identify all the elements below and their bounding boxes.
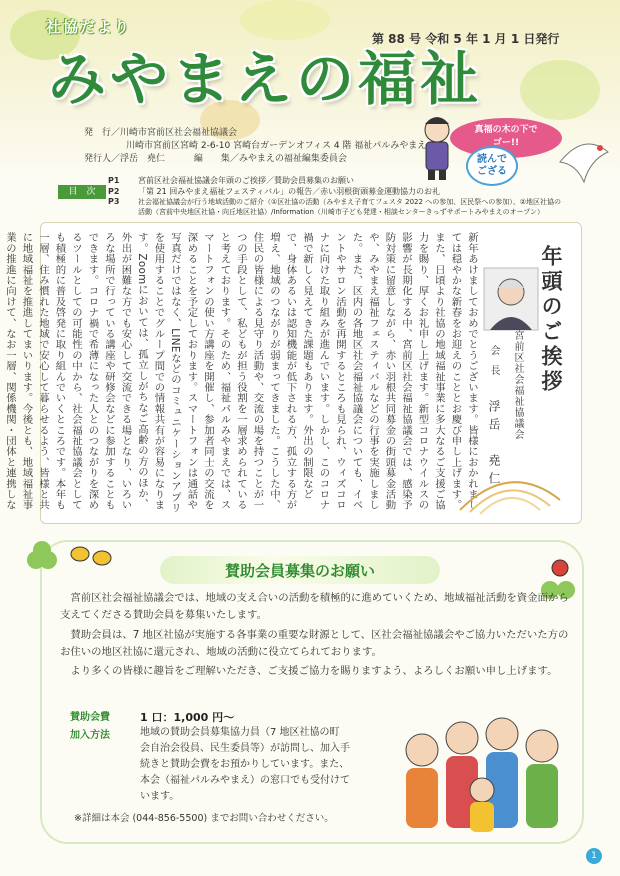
chairman-portrait [484, 268, 538, 330]
how-to-join-line: 地域の賛助会員募集協力員（7 地区社協の町 [140, 727, 340, 738]
newsletter-title: みやまえの福祉 [48, 45, 483, 113]
fee-amount: 1 口：1,000 円～ [140, 711, 235, 724]
bees-clover-icon [18, 536, 128, 576]
how-to-join-line: 続きと賛助会費をお預かりしています。また、 [140, 759, 350, 770]
speech-bubble-pink: 真福の木の下で ゴー!! [450, 118, 562, 158]
greeting-organization: 宮前区社会福祉協議会 [512, 330, 523, 440]
address-line: 川崎市宮前区宮崎 2-6-10 宮崎台ガーデンオフィス 4 階 福祉パルみやまえ [126, 141, 427, 151]
page-number: 1 [586, 848, 602, 864]
toc-item: P1 宮前区社会福祉協議会年頭のご挨拶／賛助会員募集のお願い [108, 176, 354, 185]
how-to-join-line: います。 [140, 791, 180, 802]
newsletter-kicker: 社協だより [46, 18, 132, 36]
toc-item: P3 社会福祉協議会が行う地域活動のご紹介（①区社協の活動（みやまえ子育てフェスタ 2022 への参加、区民祭への参加）、②地区社協の [108, 197, 561, 206]
greeting-title: 年頭のご挨拶 [539, 245, 564, 395]
contact-note: ※詳細は本会 (044-856-5500) までお問い合わせください。 [74, 813, 334, 824]
community-people-illustration [382, 690, 582, 840]
toc-item: P2 「第 21 回みやまえ福祉フェスティバル」の報告／赤い羽根街頭募金運動協力のお礼 [108, 187, 441, 196]
leaf-decoration [520, 60, 600, 120]
speech-bubble-blue: 読んで ござる [466, 146, 518, 186]
crane-decoration-icon [450, 460, 570, 520]
toc-label: 目 次 [58, 185, 106, 199]
publisher-line: 発 行／川崎市宮前区社会福祉協議会 [84, 128, 238, 138]
issue-info: 第 88 号 令和 5 年 1 月 1 日発行 [372, 32, 560, 46]
greeting-name: 浮岳 堯仁 [487, 400, 501, 490]
samurai-mascot-icon [412, 112, 462, 182]
support-paragraph: 賛助会員は、7 地区社協が実施する各事業の重要な財源として、区社会福祉協議会やご協力いただいた方のお住いの地区社協に還元され、地域の活動に役立てられております。 [60, 629, 569, 658]
fee-labels: 賛助会費 加入方法 [70, 712, 110, 741]
support-title: 賛助会員募集のお願い [224, 562, 375, 580]
how-to-join-line: 本会（福祉パルみやまえ）の窓口でも受付けて [140, 775, 350, 786]
how-to-join-line: 会自治会役員、民生委員等）が訪問し、加入手 [140, 743, 350, 754]
support-paragraph: 宮前区社会福祉協議会では、地域の支え合いの活動を積極的に進めていくため、地域福祉活動を資金面から支えてくださる賛助会員を募集いたします。 [60, 592, 569, 621]
greeting-role: 会 長 [488, 345, 499, 375]
greeting-body: 新年あけましておめでとうございます。皆様におかれましては穏やかな新春をお迎えのこととお慶び申し上げます。また、日頃より社協の地域福祉事業に多大なるご支援ご協力を賜り、厚くお礼申し上げます。新型コロナウイルスの影響が長期化する中、宮前区社会福祉協議会では、感染予防対策に留意しながら、赤い羽根共同募金の街頭募金活動や、みやまえ福祉フェスティバルなどの行事を実施しました。また、区内の各地区社会福祉協議会についても、イベントやサロン活動を再開するところも見られ、ウィズコロナに向けた取り組みが進んでいます。しかし、このコロナ禍で新しく見えてきた課題もあります。外出の制限などで、身体あるいは認知機能が低下される方、孤立する方が増え、地域のつながりが弱まってきました。こうした中、住民の皆様による見守り活動や、交流の場を持つことが一つの手段として、私どもが担う役割を一層求められていると考えております。そのため、福祉パルみやまえでは、スマートフォンの使い方講座を開催し、参加者同士の交流を深めることを予定しております。スマートフォンは通話や写真だけではなく、LINEなどのコミュニケーションアプリを使用することでグループ間での情報共有が容易になります。Zoomにおいては、孤立しがちなご高齢の方のほか、外出が困難な方でも安心して交流できる場となり、いろいろな場所で行っている講座や研修会などに参加することもできます。コロナ禍で希薄になった人とのつながりを深めるツールとしての可能性の中から、社会福祉協議会としても積極的に普及啓発に取り組んでいくところです。本年も一層、住み慣れた地域で安心して暮らせるよう、皆様と共に地域福祉を推進してまいります。今後とも、地域福祉事業の推進に向けて、なお一層、関係機関・団体と連携しな [4, 232, 478, 514]
toc-item: 活動（宮前中央地区社協・向丘地区社協）/Information（川崎市子ども発達・相談センターきっずサポートみやまえのオープン） [138, 208, 544, 216]
crane-bird-icon [556, 132, 612, 188]
issuer-editor-line: 発行人／浮岳 堯仁 編 集／みやまえの福祉編集委員会 [84, 154, 347, 164]
support-paragraph: より多くの皆様に趣旨をご理解いただき、ご支援ご協力を賜りますよう、よろしくお願い申し上げます。 [70, 665, 558, 677]
